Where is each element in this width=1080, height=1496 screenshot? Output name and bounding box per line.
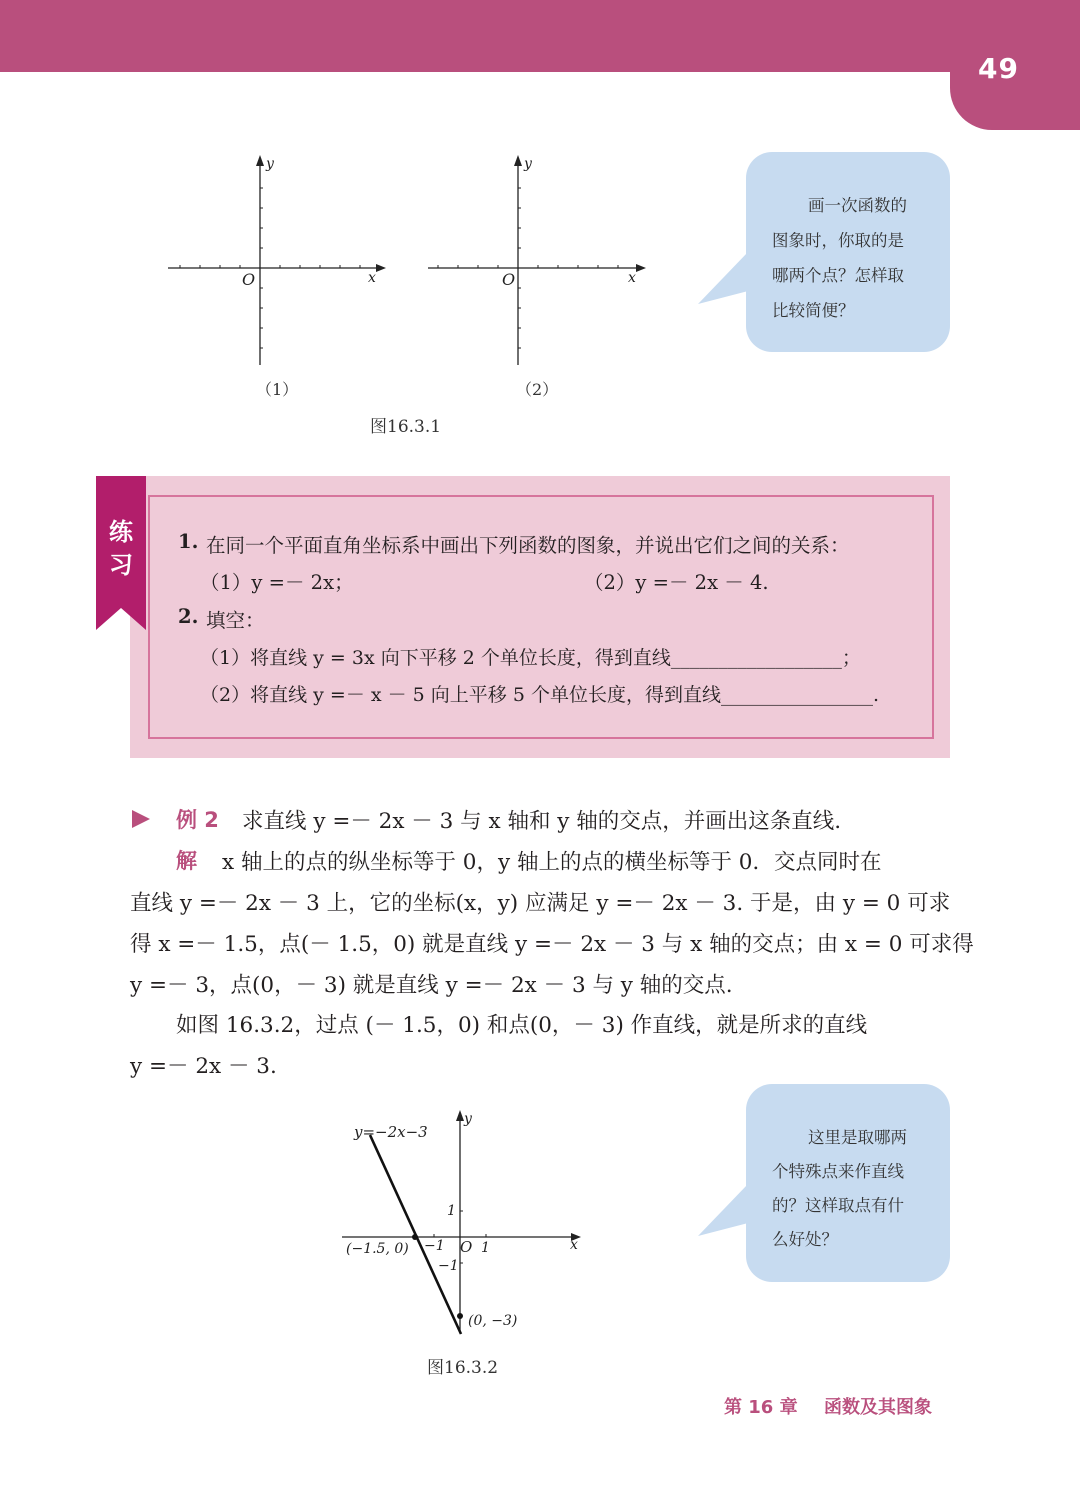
thought-bubble-2 <box>746 1084 950 1282</box>
bubble-text: 图象时，你取的是 <box>772 231 904 250</box>
point-label: (0, −3) <box>468 1313 518 1329</box>
axis-x-label: x <box>628 270 636 286</box>
axis-x-label: x <box>368 270 376 286</box>
bubble-text: 个特殊点来作直线 <box>772 1162 904 1181</box>
bubble-text: 么好处？ <box>772 1230 838 1249</box>
q1-part-a: （1）y =－ 2x； <box>200 571 354 594</box>
solution-line: y =－ 2x － 3. <box>130 1054 277 1079</box>
example-label: 例 2 <box>176 808 219 832</box>
bubble-text: 画一次函数的 <box>808 196 907 215</box>
solution-line: 如图 16.3.2，过点 (－ 1.5，0) 和点(0，－ 3) 作直线，就是所求的直线 <box>176 1013 868 1038</box>
footer-chapter: 第 16 章 <box>724 1397 798 1418</box>
q1-part-b: （2）y =－ 2x － 4. <box>584 571 769 594</box>
q2-number: 2. <box>178 605 199 628</box>
practice-tag-char: 习 <box>109 551 133 579</box>
solution-line: 直线 y =－ 2x － 3 上，它的坐标(x，y) 应满足 y =－ 2x － 3. 于是，由 y = 0 可求 <box>130 891 951 916</box>
x-intercept-point <box>412 1234 418 1240</box>
example-arrow-icon <box>132 809 152 829</box>
figure-caption: 图16.3.1 <box>370 417 442 437</box>
empty-axes-1 <box>160 150 400 375</box>
thought-bubble-1 <box>746 152 950 352</box>
axis-y-label: y <box>266 156 274 172</box>
point-label: (−1.5, 0) <box>346 1241 409 1257</box>
tick-label: 1 <box>481 1240 490 1256</box>
bubble-text: 这里是取哪两 <box>808 1128 907 1147</box>
bubble-text: 的？这样取点有什 <box>772 1196 904 1215</box>
top-banner <box>0 0 1080 72</box>
line-graph <box>340 1105 590 1345</box>
tick-label: −1 <box>438 1258 459 1274</box>
q2-text: 填空： <box>206 609 265 632</box>
origin-label: O <box>502 270 516 289</box>
q1-number: 1. <box>178 530 199 553</box>
practice-tag-char: 练 <box>109 518 133 546</box>
example-text: 求直线 y =－ 2x － 3 与 x 轴和 y 轴的交点，并画出这条直线. <box>242 809 842 834</box>
solution-line: x 轴上的点的纵坐标等于 0，y 轴上的点的横坐标等于 0．交点同时在 <box>222 850 882 875</box>
figure-caption: 图16.3.2 <box>427 1358 499 1378</box>
origin-label: O <box>460 1238 473 1256</box>
solution-line: y =－ 3，点(0，－ 3) 就是直线 y =－ 2x － 3 与 y 轴的交点. <box>130 973 733 998</box>
sub-label-1: （1） <box>256 380 299 399</box>
sub-label-2: （2） <box>516 380 559 399</box>
q2-part-b: （2）将直线 y =－ x － 5 向上平移 5 个单位长度，得到直线________________. <box>200 684 879 706</box>
q2-part-a: （1）将直线 y = 3x 向下平移 2 个单位长度，得到直线__________________； <box>200 647 861 669</box>
bubble-text: 哪两个点？怎样取 <box>772 266 904 285</box>
origin-label: O <box>242 270 256 289</box>
q1-text: 在同一个平面直角坐标系中画出下列函数的图象，并说出它们之间的关系： <box>206 534 850 557</box>
footer-title: 函数及其图象 <box>824 1397 932 1418</box>
solution-line: 得 x =－ 1.5，点(－ 1.5，0) 就是直线 y =－ 2x － 3 与 x 轴的交点；由 x = 0 可求得 <box>130 932 974 957</box>
tick-label: 1 <box>447 1203 456 1219</box>
bubble-text: 比较简便？ <box>772 301 855 320</box>
axis-y-label: y <box>464 1111 472 1127</box>
axis-y-label: y <box>524 156 532 172</box>
tick-label: −1 <box>424 1238 445 1254</box>
empty-axes-2 <box>420 150 660 375</box>
y-intercept-point <box>457 1313 463 1319</box>
page-number: 49 <box>978 52 1019 85</box>
line-label: y=−2x−3 <box>354 1123 428 1141</box>
axis-x-label: x <box>570 1237 578 1253</box>
solution-label: 解 <box>176 849 197 873</box>
